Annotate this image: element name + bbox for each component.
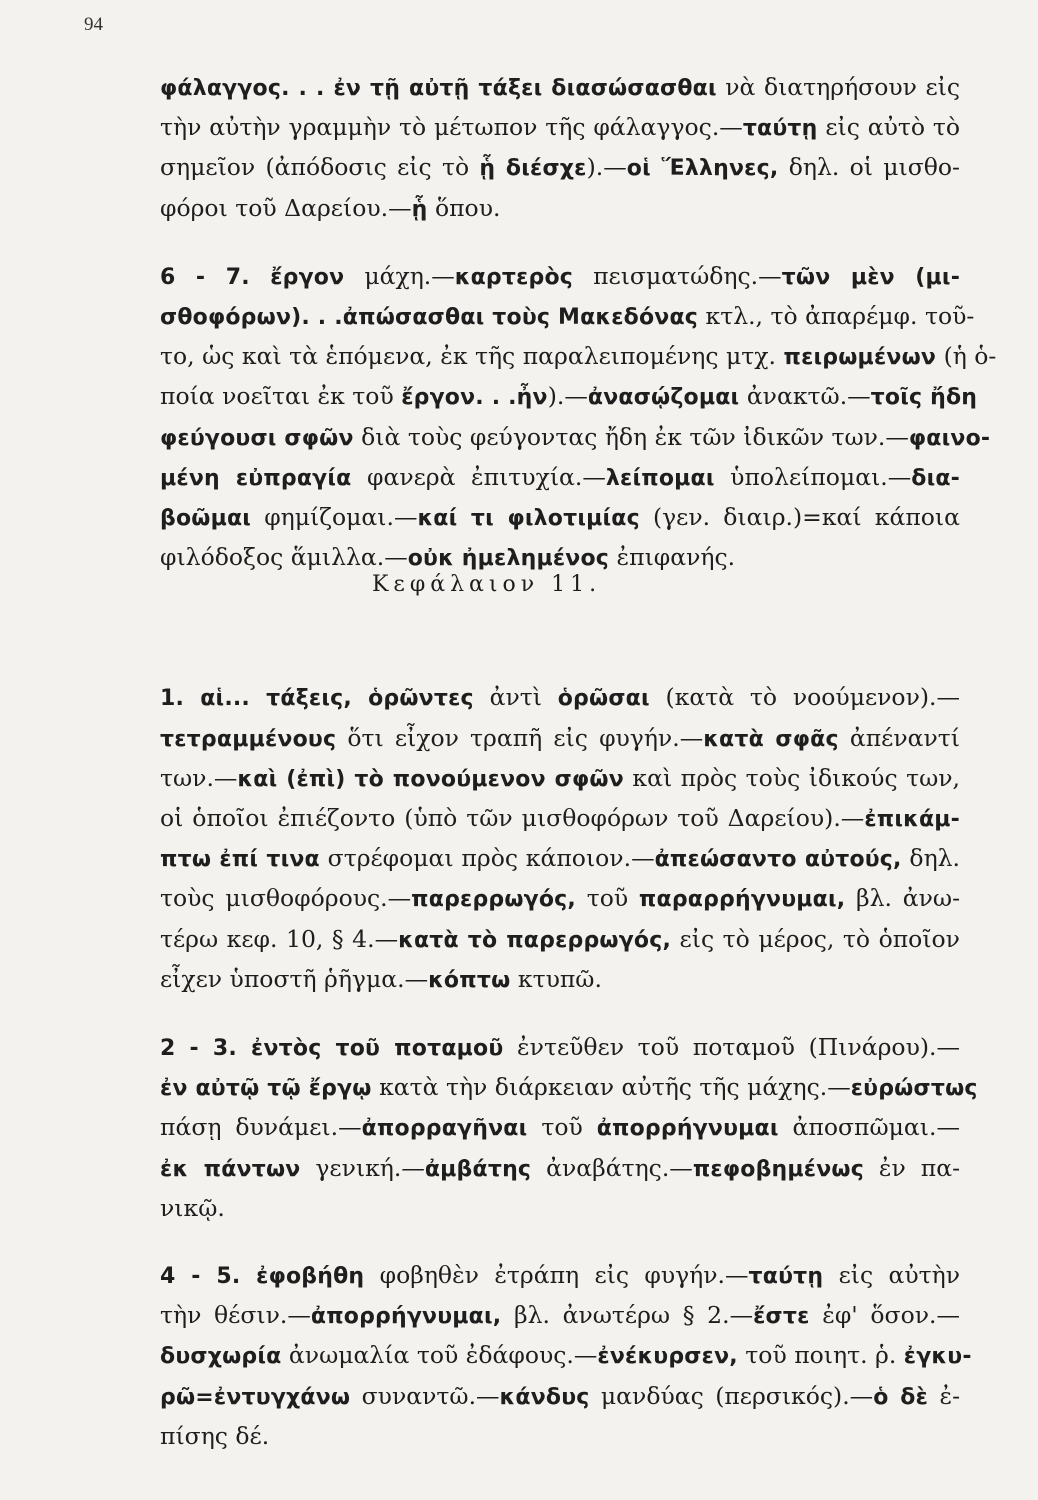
gloss-text: ἐφ' ὅσον.—	[809, 1301, 960, 1330]
gloss-text: καὶ πρὸς τοὺς ἰδικούς των,	[623, 763, 960, 792]
gloss-text: μάχη.—	[344, 261, 455, 290]
lemma-term: ἔργον. . .ἦν	[401, 385, 548, 411]
text-line	[160, 759, 960, 799]
lemma-term: 4 - 5. ἐφοβήθη	[160, 1264, 365, 1290]
text-line	[160, 1149, 960, 1189]
text-line	[160, 1377, 960, 1417]
gloss-text: των.—	[160, 763, 238, 792]
gloss-text: τοῦ ποιητ. ῥ.	[737, 1341, 904, 1370]
lemma-term: ὁ δὲ	[873, 1384, 929, 1410]
gloss-text: σημεῖον (ἀπόδοσις εἰς τὸ	[160, 153, 480, 182]
lemma-term: βοῶμαι	[160, 506, 252, 532]
gloss-text: ).—	[586, 153, 627, 182]
lemma-term: καρτερὸς	[454, 264, 574, 290]
gloss-text: βλ. ἀνω-	[845, 884, 961, 913]
gloss-text: ἐν πα-	[863, 1153, 961, 1182]
lemma-term: ἀπεώσαντο αὐτούς,	[654, 847, 902, 873]
text-line	[160, 1028, 960, 1068]
lemma-term: φεύγουσι σφῶν	[160, 425, 354, 451]
lemma-term: 6 - 7. ἔργον	[160, 264, 345, 290]
text-line	[160, 1108, 960, 1148]
gloss-text: εἰς αὐτὸ τὸ	[817, 113, 961, 142]
gloss-text: τοῦ	[527, 1113, 597, 1142]
text-line	[160, 297, 975, 337]
gloss-text: εἰς αὐτὴν	[823, 1261, 961, 1290]
text-line	[160, 257, 960, 297]
lemma-term: ἀπορραγῆναι	[361, 1116, 528, 1142]
lemma-term: ἐγκυ-	[903, 1344, 972, 1370]
lemma-term: ἐκ πάντων	[160, 1156, 301, 1182]
text-line	[160, 189, 960, 229]
gloss-text: πεισματώδης.—	[573, 261, 782, 290]
lemma-term: ἀπορρήγνυμαι,	[310, 1304, 502, 1330]
lemma-term: κατὰ σφᾶς	[703, 726, 839, 752]
text-line	[160, 1296, 960, 1336]
text-line	[160, 498, 960, 538]
lemma-term: λείπομαι	[605, 465, 715, 491]
text-line	[160, 377, 978, 417]
paragraph-4-5	[160, 1256, 972, 1456]
commentary-text	[160, 68, 997, 1456]
gloss-text: ἀντὶ	[473, 683, 558, 712]
text-line	[160, 799, 960, 839]
gloss-text: ἐντεῦθεν τοῦ ποταμοῦ (Πινάρου).—	[503, 1033, 960, 1062]
text-line	[160, 1417, 960, 1456]
gloss-text: νὰ διατηρήσουν εἰς	[716, 73, 960, 101]
lemma-term: πειρωμένων	[783, 345, 937, 371]
gloss-text: (γεν. διαιρ.)=καί κάποια	[639, 503, 960, 532]
gloss-text: φόροι τοῦ Δαρείου.—	[160, 193, 412, 222]
lemma-term: ἀπορρήγνυμαι	[596, 1116, 779, 1142]
gloss-text: (κατὰ τὸ νοούμενον).—	[649, 683, 961, 712]
gloss-text: φημίζομαι.—	[251, 503, 418, 532]
gloss-text: κτυπῶ.	[510, 964, 602, 993]
gloss-text: ὅπου.	[427, 193, 501, 222]
gloss-text: δηλ.	[901, 844, 961, 873]
gloss-text: ἐ-	[928, 1381, 961, 1410]
lemma-term: ρῶ=ἐντυγχάνω	[160, 1384, 351, 1410]
lemma-term: οὐκ ἠμελημένος	[407, 546, 610, 572]
gloss-text: νικῷ.	[160, 1193, 225, 1222]
gloss-text: πάσῃ δυνάμει.—	[160, 1113, 362, 1142]
text-line	[160, 719, 960, 759]
page-number: 94	[84, 14, 103, 35]
lemma-term: παρερρωγός,	[411, 887, 576, 913]
lemma-term: οἱ Ἕλληνες,	[626, 156, 779, 182]
paragraph-2-3	[160, 1028, 978, 1228]
gloss-text: φιλόδοξος ἅμιλλα.—	[160, 543, 408, 572]
lemma-term: κατὰ τὸ παρερρωγός,	[398, 927, 672, 953]
lemma-term: τετραμμένους	[160, 726, 337, 752]
text-line	[160, 148, 960, 188]
lemma-term: καί τι φιλοτιμίας	[417, 506, 640, 532]
lemma-term: παραρρήγνυμαι,	[638, 887, 846, 913]
lemma-term: ᾗ	[411, 196, 428, 222]
gloss-text: (ἡ ὁ-	[936, 342, 997, 371]
gloss-text: φοβηθὲν ἐτράπη εἰς φυγήν.—	[364, 1261, 749, 1290]
text-line	[160, 839, 960, 879]
gloss-text: ).—	[547, 382, 588, 411]
lemma-term: ἀμβάτης	[424, 1156, 532, 1182]
gloss-text: ἀνωμαλία τοῦ ἐδάφους.—	[281, 1341, 598, 1370]
gloss-text: τοὺς μισθοφόρους.—	[160, 884, 412, 913]
lemma-term: κόπτω	[428, 967, 511, 993]
text-line	[160, 418, 991, 458]
gloss-text: εἶχεν ὑποστῆ ῥῆγμα.—	[160, 964, 429, 993]
paragraph-1-ch11	[160, 678, 960, 1000]
lemma-term: ὁρῶσαι	[557, 686, 650, 712]
gloss-text: συναντῶ.—	[350, 1381, 500, 1410]
gloss-text: το, ὡς καὶ τὰ ἑπόμενα, ἐκ τῆς παραλειπομένης μτχ.	[160, 342, 784, 371]
gloss-text: ποία νοεῖται ἐκ τοῦ	[160, 382, 402, 411]
gloss-text: κατὰ τὴν διάρκειαν αὐτῆς τῆς μάχης.—	[371, 1073, 851, 1102]
text-line	[160, 337, 997, 377]
gloss-text: τοῦ	[575, 884, 639, 913]
lemma-term: δυσχωρία	[160, 1344, 282, 1370]
gloss-text: βλ. ἀνωτέρω § 2.—	[501, 1301, 754, 1330]
text-line	[160, 879, 960, 919]
chapter-heading: Κεφάλαιον 11.	[372, 572, 602, 597]
text-line	[160, 1189, 960, 1228]
text-line	[160, 458, 960, 498]
gloss-text: ἀποσπῶμαι.—	[778, 1113, 960, 1142]
text-line	[160, 960, 960, 1000]
text-line	[160, 68, 960, 108]
lemma-term: ἀνασῴζομαι	[587, 385, 740, 411]
lemma-term: ταύτῃ	[748, 1264, 824, 1290]
gloss-text: ἀναβάτης.—	[531, 1153, 693, 1182]
lemma-term: 2 - 3. ἐντὸς τοῦ ποταμοῦ	[160, 1036, 504, 1062]
lemma-term: κάνδυς	[499, 1384, 590, 1410]
gloss-text: δηλ. οἱ μισθο-	[778, 153, 960, 182]
gloss-text: τὴν αὐτὴν γραμμὴν τὸ μέτωπον τῆς φάλαγγος.—	[160, 113, 743, 142]
text-line	[160, 108, 960, 148]
paragraph-6-7	[160, 257, 997, 579]
text-line	[160, 1256, 960, 1296]
gloss-text: οἱ ὁποῖοι ἐπιέζοντο (ὑπὸ τῶν μισθοφόρων τοῦ Δαρείου).—	[160, 804, 865, 833]
gloss-text: γενική.—	[300, 1153, 425, 1182]
gloss-text: ἀπέναντί	[838, 723, 961, 752]
lemma-term: εὐρώστως	[850, 1076, 978, 1102]
lemma-term: καὶ (ἐπὶ) τὸ πονούμενον σφῶν	[237, 766, 624, 792]
gloss-text: διὰ τοὺς φεύγοντας ἤδη ἐκ τῶν ἰδικῶν των.—	[353, 422, 909, 451]
text-line	[160, 1336, 972, 1376]
gloss-text: φανερὰ ἐπιτυχία.—	[351, 462, 606, 491]
lemma-term: ἔστε	[753, 1304, 810, 1330]
lemma-term: φαινο-	[908, 425, 991, 451]
gloss-text: ἐπιφανής.	[609, 543, 736, 572]
gloss-text: μανδύας (περσικός).—	[589, 1381, 874, 1410]
gloss-text: τέρω κεφ. 10, § 4.—	[160, 924, 399, 953]
lemma-term: τῶν μὲν (μι-	[781, 264, 961, 290]
lemma-term: ταύτῃ	[742, 116, 818, 142]
gloss-text: ὑπολείπομαι.—	[714, 462, 912, 491]
lemma-term: ἐν αὐτῷ τῷ ἔργῳ	[160, 1076, 372, 1102]
lemma-term: ἐνέκυρσεν,	[597, 1344, 738, 1370]
text-line	[160, 678, 960, 718]
gloss-text: στρέφομαι πρὸς κάποιον.—	[319, 844, 655, 873]
lemma-term: τοῖς ἤδη	[870, 385, 978, 411]
lemma-term: φάλαγγος. . . ἐν τῇ αὐτῇ τάξει διασώσασθαι	[160, 76, 717, 101]
gloss-text: κτλ., τὸ ἀπαρέμφ. τοῦ-	[698, 302, 975, 331]
gloss-text: πίσης δέ.	[160, 1421, 270, 1450]
text-line	[160, 920, 960, 960]
text-line	[160, 1068, 978, 1108]
gloss-text: εἰς τὸ μέρος, τὸ ὁποῖον	[671, 924, 960, 953]
gloss-text: ὅτι εἶχον τραπῆ εἰς φυγήν.—	[336, 723, 704, 752]
gloss-text: τὴν θέσιν.—	[160, 1301, 311, 1330]
lemma-term: σθοφόρων). . .ἀπώσασθαι τοὺς Μακεδόνας	[160, 305, 699, 331]
lemma-term: πτω ἐπί τινα	[160, 847, 320, 873]
lemma-term: πεφοβημένως	[692, 1156, 864, 1182]
gloss-text: ἀνακτῶ.—	[739, 382, 871, 411]
lemma-term: ἐπικάμ-	[864, 807, 960, 833]
lemma-term: δια-	[911, 465, 960, 491]
lemma-term: 1. αἱ... τάξεις, ὁρῶντες	[160, 686, 474, 712]
lemma-term: μένη εὐπραγία	[160, 465, 352, 491]
paragraph-1	[160, 68, 960, 229]
lemma-term: ᾗ διέσχε	[479, 156, 587, 182]
